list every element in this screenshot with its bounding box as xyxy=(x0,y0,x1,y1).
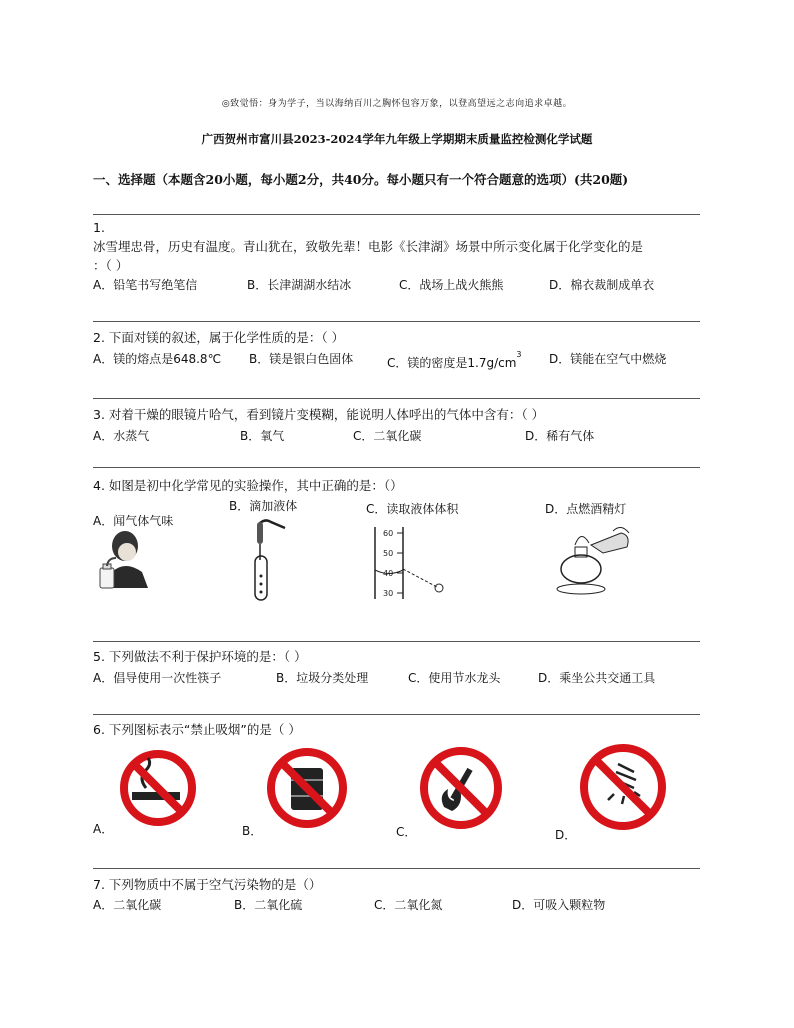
q6-option-a[interactable]: A． xyxy=(93,822,114,836)
no-fireworks-sign-icon xyxy=(578,742,668,832)
q1-stem-continuation: ：（ ） xyxy=(93,258,129,273)
q3-option-d[interactable]: D．稀有气体 xyxy=(525,429,595,443)
divider xyxy=(93,641,700,642)
exam-title: 广西贺州市富川县2023-2024学年九年级上学期期末质量监控检测化学试题 xyxy=(201,132,593,146)
q2-option-d[interactable]: D．镁能在空气中燃烧 xyxy=(549,352,667,366)
q7-option-d[interactable]: D．可吸入颗粒物 xyxy=(512,898,606,912)
smelling-gas-figure xyxy=(98,528,154,592)
q4-option-d[interactable]: D．点燃酒精灯 xyxy=(545,502,627,516)
q1-option-c[interactable]: C．战场上战火熊熊 xyxy=(399,278,504,292)
q2-option-a[interactable]: A．镁的熔点是648.8℃ xyxy=(93,352,222,366)
q2-option-c-text: C．镁的密度是1.7g/cm xyxy=(387,356,517,370)
q3-option-a[interactable]: A．水蒸气 xyxy=(93,429,150,443)
superscript-3: 3 xyxy=(516,350,522,359)
q7-stem: 7. 下列物质中不属于空气污染物的是（） xyxy=(93,877,322,892)
q1-option-a[interactable]: A．铅笔书写绝笔信 xyxy=(93,278,198,292)
q7-option-a[interactable]: A．二氧化碳 xyxy=(93,898,162,912)
q1-option-d[interactable]: D．棉衣裁制成单衣 xyxy=(549,278,655,292)
no-open-flame-sign-icon xyxy=(418,745,504,831)
q6-option-d[interactable]: D． xyxy=(555,828,577,842)
graduated-cylinder-figure xyxy=(367,525,457,601)
q3-option-b[interactable]: B．氧气 xyxy=(240,429,285,443)
divider xyxy=(93,398,700,399)
q6-option-b[interactable]: B． xyxy=(242,824,263,838)
q6-stem: 6. 下列图标表示“禁止吸烟”的是（ ） xyxy=(93,722,301,737)
section-heading: 一、选择题（本题含20小题，每小题2分，共40分。每小题只有一个符合题意的选项）(共20题) xyxy=(93,172,629,187)
dropper-figure xyxy=(245,518,290,602)
divider xyxy=(93,214,700,215)
motto-line: ◎致觉悟：身为学子，当以海纳百川之胸怀包容万象，以登高望远之志向追求卓越。 xyxy=(221,99,573,109)
q4-option-b[interactable]: B．滴加液体 xyxy=(229,499,298,513)
q5-option-d[interactable]: D．乘坐公共交通工具 xyxy=(538,671,656,685)
alcohol-lamp-figure xyxy=(555,525,635,597)
q1-number: 1. xyxy=(93,220,105,235)
q5-option-b[interactable]: B．垃圾分类处理 xyxy=(276,671,369,685)
divider xyxy=(93,714,700,715)
divider xyxy=(93,467,700,468)
divider xyxy=(93,321,700,322)
q2-option-b[interactable]: B．镁是银白色固体 xyxy=(249,352,354,366)
q5-option-a[interactable]: A．倡导使用一次性筷子 xyxy=(93,671,222,685)
q3-stem: 3. 对着干燥的眼镜片哈气，看到镜片变模糊，能说明人体呼出的气体中含有：（ ） xyxy=(93,407,545,422)
q1-option-b[interactable]: B．长津湖湖水结冰 xyxy=(247,278,352,292)
scale-50: 50 xyxy=(383,549,394,558)
no-smoking-sign-icon xyxy=(118,748,198,828)
q1-stem: 冰雪埋忠骨，历史有温度。青山犹在，致敬先辈！电影《长津湖》场景中所示变化属于化学变化的是 xyxy=(93,239,644,254)
no-oil-drum-sign-icon xyxy=(265,746,349,830)
q7-option-b[interactable]: B．二氧化硫 xyxy=(234,898,303,912)
scale-30: 30 xyxy=(383,589,394,598)
q4-option-a[interactable]: A．闻气体气味 xyxy=(93,514,174,528)
q2-stem: 2. 下面对镁的叙述，属于化学性质的是：（ ） xyxy=(93,330,345,345)
q5-stem: 5. 下列做法不利于保护环境的是：（ ） xyxy=(93,649,307,664)
q4-stem: 4. 如图是初中化学常见的实验操作，其中正确的是：（） xyxy=(93,478,403,493)
q3-option-c[interactable]: C．二氧化碳 xyxy=(353,429,422,443)
scale-60: 60 xyxy=(383,529,394,538)
scale-40: 40 xyxy=(383,569,394,578)
q7-option-c[interactable]: C．二氧化氮 xyxy=(374,898,443,912)
q6-option-c[interactable]: C． xyxy=(396,825,417,839)
divider xyxy=(93,868,700,869)
q4-option-c[interactable]: C．读取液体体积 xyxy=(366,502,459,516)
q5-option-c[interactable]: C．使用节水龙头 xyxy=(408,671,501,685)
q2-option-c[interactable] xyxy=(387,350,522,371)
